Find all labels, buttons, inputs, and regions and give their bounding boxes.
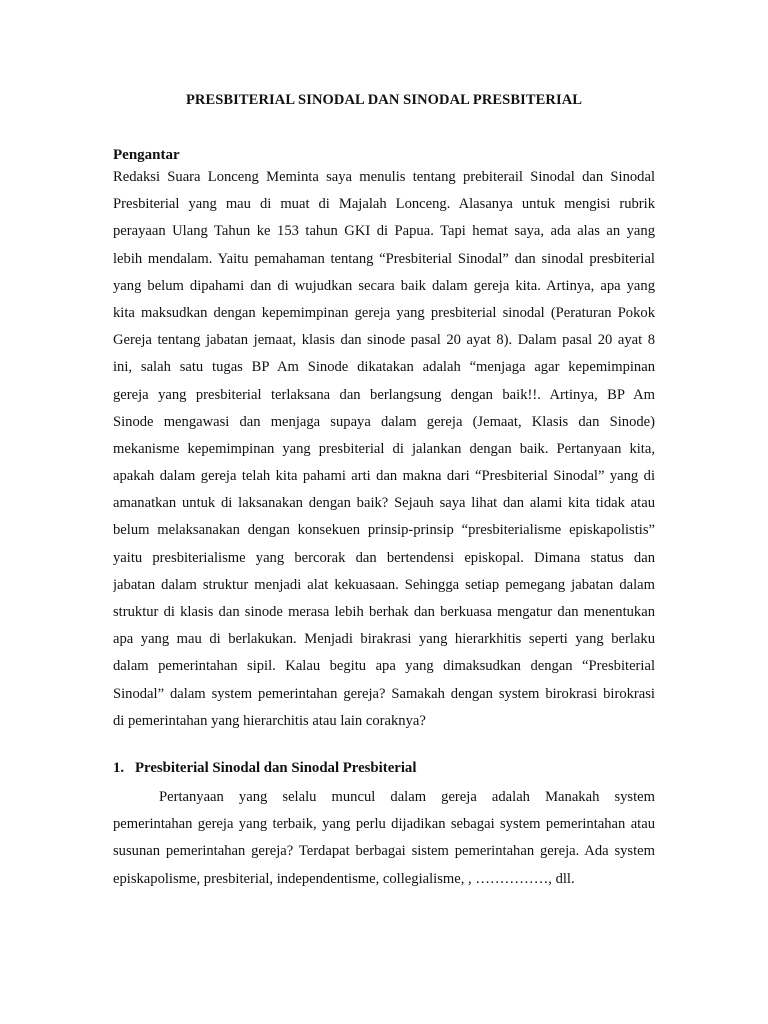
intro-heading: Pengantar — [113, 147, 180, 163]
paragraph-line: apakah dalam gereja telah kita pahami arti dan makna dari “Presbiterial Sinodal” yang di — [113, 468, 655, 485]
paragraph-line: perayaan Ulang Tahun ke 153 tahun GKI di Papua. Tapi hemat saya, ada alas an yang — [113, 223, 655, 240]
paragraph-line: Sinodal” dalam system pemerintahan gereja? Samakah dengan system birokrasi birokrasi — [113, 685, 655, 702]
paragraph-line: Sinode mengawasi dan menjaga supaya dalam gereja (Jemaat, Klasis dan Sinode) — [113, 413, 655, 430]
paragraph-line: lebih mendalam. Yaitu pemahaman tentang “Presbiterial Sinodal” dan sinodal presbiterial — [113, 250, 655, 267]
paragraph-line: yang belum dipahami dan di wujudkan secara baik dalam gereja kita. Artinya, apa yang — [113, 277, 655, 294]
paragraph-line: Presbiterial yang mau di muat di Majalah Lonceng. Alasanya untuk mengisi rubrik — [113, 196, 655, 213]
paragraph-line: pemerintahan gereja yang terbaik, yang perlu dijadikan sebagai system pemerintahan atau — [113, 816, 655, 833]
paragraph-line: Gereja tentang jabatan jemaat, klasis dan sinode pasal 20 ayat 8). Dalam pasal 20 ayat 8 — [113, 332, 655, 349]
document-title: PRESBITERIAL SINODAL DAN SINODAL PRESBITERIAL — [185, 92, 583, 108]
paragraph-line: apa yang mau di berlakukan. Menjadi birakrasi yang hierarkhitis seperti yang berlaku — [113, 631, 655, 648]
paragraph-line: Pertanyaan yang selalu muncul dalam gereja adalah Manakah system — [159, 789, 655, 805]
intro-paragraph — [113, 164, 655, 735]
section-title: Presbiterial Sinodal dan Sinodal Presbiterial — [135, 760, 417, 776]
paragraph-line: dalam pemerintahan sipil. Kalau begitu apa yang dimaksudkan dengan “Presbiterial — [113, 658, 655, 675]
paragraph-line: struktur di klasis dan sinode merasa lebih berhak dan berkuasa mengatur dan menentukan — [113, 604, 655, 620]
paragraph-line: susunan pemerintahan gereja? Terdapat berbagai sistem pemerintahan gereja. Ada system — [113, 843, 655, 860]
paragraph-line: jabatan dalam struktur menjadi alat kekuasaan. Sehingga setiap pemegang jabatan dalam — [113, 576, 655, 593]
section-1-heading — [113, 760, 416, 777]
paragraph-line: Redaksi Suara Lonceng Meminta saya menulis tentang prebiterail Sinodal dan Sinodal — [113, 169, 655, 185]
section-number: 1. — [113, 760, 125, 776]
paragraph-line: yaitu presbiterialisme yang bercorak dan bertendensi episkopal. Dimana status dan — [113, 549, 655, 566]
paragraph-line: ini, salah satu tugas BP Am Sinode dikatakan adalah “menjaga agar kepemimpinan — [113, 359, 655, 376]
paragraph-line: di pemerintahan yang hierarchitis atau lain coraknya? — [113, 712, 426, 729]
section-1-paragraph — [113, 784, 655, 893]
paragraph-line: belum melaksanakan dengan konsekuen prinsip-prinsip “presbiterialisme episkapolistis” — [113, 522, 655, 539]
paragraph-line: kita maksudkan dengan kepemimpinan gereja yang presbiterial sinodal (Peraturan Pokok — [113, 304, 655, 321]
paragraph-line: mekanisme kepemimpinan yang presbiterial di jalankan dengan baik. Pertanyaan kita, — [113, 440, 655, 457]
paragraph-line: amanatkan untuk di laksanakan dengan baik? Sejauh saya lihat dan alami kita tidak atau — [113, 495, 655, 512]
paragraph-line: episkapolisme, presbiterial, independentisme, collegialisme, , ……………, dll. — [113, 870, 575, 887]
paragraph-line: gereja yang presbiterial terlaksana dan berlangsung dengan baik!!. Artinya, BP Am — [113, 386, 655, 403]
